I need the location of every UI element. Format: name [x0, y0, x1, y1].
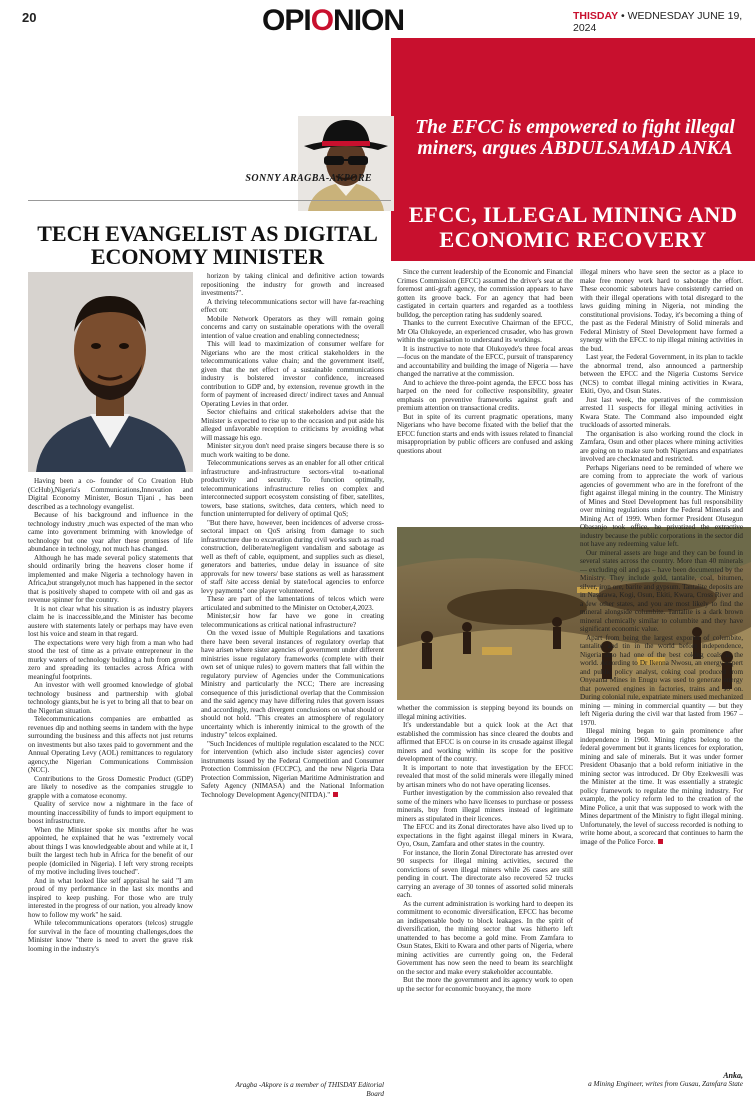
paragraph: It's understandable but a quick look at the Act that established the commission has since cleared the doubts and affirmed that EFCC is on course in its crusade against illegal miners and working within its scope for the positive development of the country. — [397, 721, 573, 763]
section-title-part2: N — [333, 4, 354, 37]
right-author-note — [580, 1071, 743, 1089]
paragraph — [580, 727, 743, 846]
paragraph: Having been a co- founder of Co Creation Hub (CcHub),Nigeria's Communications,Innovation and Digital Economy Minister, Bosun Tijani , has been described as a technology evangelist. — [28, 477, 193, 511]
paragraph: Last year, the Federal Government, in its plan to tackle the abnormal trend, also announced a partnership between the EFCC and the Nigeria Customs Service (NCS) to combat illegal mining activities in Kwara, Ekiti, Oyo, and Osun States. — [580, 353, 743, 395]
paragraph: Our mineral assets are huge and they can be found in several states across the country. More than 40 minerals — excluding oil and gas – have been documented by the Ministry. They include gold, tantalite, coal, bitumen, silver, iron ore, barite and gypsum. Tantalite deposits are in Nasarawa, Kogi, Osun, Ekiti, Kwara, Cross River and a few other states, and you are most likely to find the mineral alongside columbite. Tantalite is a dark brown mineral chemically similar to columbite and they have significant economic value. — [580, 548, 743, 633]
paragraph — [201, 740, 384, 800]
signature-note: a Mining Engineer, writes from Gusau, Zamfara State — [588, 1080, 743, 1088]
paragraph: Although he has made several policy statements that should ordinarily bring the heavens closer home if implemented and make Nigeria a technology haven in Africa,but strangely,not much has happened in the sector that is positively shaped to compete with oil and gas as revenue spinner for the country. — [28, 553, 193, 604]
author-photo-tijani — [28, 272, 193, 472]
paragraph: But in spite of its current pragmatic operations, many Nigerians who have become fixated with the belief that the EFCC function starts and ends with issues related to financial misappropriation by public officers are confused and asking questions about — [397, 412, 573, 455]
paragraph: Mobile Network Operators as they will remain going concerns and carry on sustainable operations with the overall intention of value creation and enabling connectedness; — [201, 314, 384, 340]
left-author-note: Aragba -Akpore is a member of THISDAY Editorial Board — [235, 1081, 384, 1098]
paragraph: An investor with well groomed knowledge of global technology business and partnership with global technology giants,but he is yet to bring all that to bear on the Nigerian situation. — [28, 681, 193, 715]
paragraph: "But there have, however, been incidences of adverse cross-sectoral impact on QoS arising from damage to such infrastructure due to excavation during civil works such as road construction, deliberate/negligent vandalism and sabotage as well as theft of cable, equipment, and supplies such as diesel, generators and batteries, undue delay in issuance of site approvals for new towers/ base stations as well as harassment of staff /site access denial by state/local agencies to enforce levy payments" one player volunteered. — [201, 518, 384, 595]
paragraph: The expectations were very high from a man who had stood the test of time as a private entrepreneur in the murky waters of technology building a hub from ground zero and spreading its tentacles across Africa with meaningful footprints. — [28, 638, 193, 681]
paragraph: Thanks to the current Executive Chairman of the EFCC, Mr Ola Olukoyede, an experienced crusader, who has grown within the organisation to understand its workings. — [397, 319, 573, 344]
paragraph: Telecommunications companies are embattled as revenues dip and nothing seems in tandem with the hype surrounding the business and this affects not just returns on investments but also taxes paid to government and the Annual Operating Levy (AOL) remittances to regulatory agency,the Nigerian Communications Commission (NCC). — [28, 715, 193, 774]
masthead — [573, 10, 755, 34]
paragraph-text: Illegal mining began to gain prominence after independence in 1960. Mining rights belong to the federal government but it grants licences for exploration, mining and sale of minerals. But it was under former President Obasanjo that a bold reform initiative in the mining sector was introduced. Dr Oby Ezekwesili was the Minister at the time. It was essentially a strategic policy framework to regulate the mining industry. For example, the policy reform led to the creation of the Mine Police, a unit that was supposed to work with the Mines department of the Ministry to fight illegal mining. Unfortunately, the level of success recorded is nothing to write home about, a scorecard that continues to harm the image of the Police Force. — [580, 727, 743, 846]
brand-name: THISDAY — [573, 10, 619, 22]
section-title-o: O — [310, 4, 334, 37]
paragraph: Telecommunications serves as an enabler for all other critical infrastructure and-infrastructure sectors-vital to-national productivity and security. To function optimally, telecommunications infrastructure relies on complex and interconnected support ecosystem consisting of fiber, satellites, towers, base stations, switches, data centers, which need to function uninterrupted for delivery of optimal QoS; — [201, 459, 384, 518]
paragraph: illegal miners who have seen the sector as a place to make free money work hard to sabotage the effort. These economic saboteurs have consistently carried on with their illegal operations with total disregard to the laws guiding mining in Nigeria, not minding the constitutional provisions. Today, it's becoming a thing of the past as the Federal Ministry of Solid minerals and Federal Ministry of Steel Development have formed a synergy with the EFCC to nip illegal mining activities in the bud. — [580, 268, 743, 353]
author-photo-anka — [298, 116, 394, 211]
paragraph-text: "Such Incidences of multiple regulation escalated to the NCC for intervention (which also include sister agencies) cover instruments issued by the Federal Competition and Consumer Protection Commission (FCCPC), and the new Nigeria Data Protection Commission, Nigerian Maritime Administration and Safety Agency (NIMASA) and the National Information Technology Development Agency(NITDA)." — [201, 739, 384, 799]
paragraph: While telecommunications operators (telcos) struggle for survival in the face of mounting challenges,does the Minister know "there is need to avert the grave risk looming in the industry's — [28, 919, 193, 953]
paragraph: And in what looked like self appraisal he said "I am proud of my performance in the last six months and inspired to keep pushing. For those who are truly interested in the progress of our nation, you already know how to follow my work" he said. — [28, 876, 193, 919]
paragraph: Because of his background and influence in the technology industry ,much was expected of the man who came into government brimming with knowledge of technology but one year after these promises of life abundance in technology, not much has changed. — [28, 511, 193, 553]
paragraph: As the current administration is working hard to deepen its commitment to economic diversification, EFCC has become an indispensable body to block leakages. In the spirit of diversification, the mining sector that was hitherto left unattended to has become a gold mine. From Zamfara to Osun States, Ekiti to Kwara and other parts of Nigeria, where mining activities are currently going on, the Federal Government has now seen the need to beam its searchlight on the sector and make every stakeholder accountable. — [397, 899, 573, 976]
paragraph: Apart from being the largest exporter of columbite, tantalite and tin in the world before independence, Nigeria also had one of the best coking coals in the world. According to Dr Ikenna Nwosu, an energy expert and public policy analyst, coking coal produced from Onyeama Mines in Enugu was used to generate energy that powered engines in factories, trains and so on. During colonial rule, expatriate miners used mechanized mining — mining in commercial quantity — but they left Nigeria during the civil war that lasted from 1967 – 1970. — [580, 633, 743, 727]
right-standfirst: The EFCC is empowered to fight illegal miners, argues ABDULSAMAD ANKA — [415, 117, 735, 159]
right-article-column-1-top — [397, 268, 573, 523]
paragraph: For instance, the Ilorin Zonal Directorate has arrested over 90 suspects for illegal mining activities, secured the convictions of seven illegal miners while 26 cases are still pending in court. The directorate also recovered 52 trucks carrying an average of 30 tonnes of assorted solid minerals each. — [397, 848, 573, 899]
paragraph: Minister,sir how far have we gone in creating telecommunications as critical national infrastructure? — [201, 612, 384, 629]
paragraph: But the more the government and its agency work to open up the sector for economic buoyancy, the more — [397, 976, 573, 993]
left-author: SONNY ARAGBA-AKPORE — [245, 173, 372, 184]
paragraph: whether the commission is stepping beyond its bounds on illegal mining activities. — [397, 704, 573, 721]
paragraph: It is not clear what his situation is as industry players claim he is inaccessible,and the Minister has become austere with statements lately or perhaps may have even lost his voice and steam in that regard. — [28, 604, 193, 638]
paragraph: Contributions to the Gross Domestic Product (GDP) are likely to nosedive as the companies struggle to grapple with a comatose economy. — [28, 774, 193, 800]
paragraph: And to achieve the three-point agenda, the EFCC boss has harped on the need for collective responsibility, greater emphasis on preventive frameworks against graft and premium attention on transactional credits. — [397, 378, 573, 412]
end-mark-icon — [658, 839, 663, 844]
paragraph: A thriving telecommunications sector will have far-reaching effect on: — [201, 297, 384, 314]
section-title — [262, 4, 404, 38]
right-article-column-2 — [580, 268, 743, 1068]
paragraph: The EFCC and its Zonal directorates have also lived up to expectations in the fight against illegal miners in Kwara, Oyo, Osun, Zamfara and other states in the country. — [397, 823, 573, 848]
left-article-column-1 — [28, 477, 193, 1087]
paragraph: Further investigation by the commission also revealed that some of the miners who have licenses to purchase or possess minerals, buy from illegal miners instead of legitimate miners as stipulated in their licences. — [397, 789, 573, 823]
paragraph: The organisation is also working round the clock in Zamfara, Osun and other places where mining activities are going on to make sure both Nigerians and expatriates involved are checkmated and restricted. — [580, 429, 743, 463]
paragraph: On the vexed issue of Multiple Regulations and taxations there have been several instances of regulatory overlap that have arisen where sister agencies of government under different ministries issue regulatory frameworks (complete with their own set of unique rules) to govern matters that fall within the regulatory purview of Agencies under the Communications Ministry and particularly the NCC; There are increasing consequence of this jurisdictional overlap that the Commission and the said agency may have differing rules that govern issues and accordingly, reach divergent conclusions on what should or should not hold. "This creates an atmosphere of regulatory uncertainty which is inherently inimical to the growth of the industry" telcos explained. — [201, 629, 384, 739]
right-article-column-1-bottom — [397, 704, 573, 1062]
paragraph: It is important to note that investigation by the EFCC revealed that most of the solid minerals were illegally mined by artisan miners who do not have operating licenses. — [397, 763, 573, 789]
signature: Anka, — [723, 1071, 743, 1080]
paragraph: Quality of service now a nightmare in the face of mounting inaccessibility of funds to import equipment to boost infrastructure. — [28, 800, 193, 825]
right-headline: EFCC, ILLEGAL MINING AND ECONOMIC RECOVERY — [408, 202, 738, 252]
page-number: 20 — [22, 10, 37, 25]
paragraph: When the Minister spoke six months after he was appointed, he explained that he was "extremely vocal about things I was knowledgeable about and while at it, I built the largest tech hub in Africa for the benefit of our people (domiciled in Nigeria). I left very strong receipts of my motive including lives touched". — [28, 825, 193, 876]
paragraph: Since the current leadership of the Economic and Financial Crimes Commission (EFCC) assumed the driver's seat at the foremost anti-graft agency, the commission appears to have gotten its groove back. For an agency that had been castigated in certain quarters and regarded as a toothless bulldog, the perception rating has suddenly soared. — [397, 268, 573, 319]
paragraph: horizon by taking clinical and definitive action towards repositioning the industry for growth and increased investments?". — [201, 272, 384, 297]
paragraph: Just last week, the operatives of the commission arrested 11 suspects for illegal mining activities in Kwara State. The Command also impounded eight truckloads of assorted minerals. — [580, 395, 743, 429]
paragraph: These are part of the lamentations of telcos which were articulated and submitted to the Minister on October,4,2023. — [201, 595, 384, 612]
divider — [28, 200, 391, 201]
left-article-column-2 — [201, 272, 384, 1078]
paragraph: Perhaps Nigerians need to be reminded of where we are coming from to appreciate the work of various agencies of government who are in the forefront of the fight against illegal mining in the country. The Ministry of Mines and Steel Development has full responsibility over mining regulations under the Federal Minerals and Mining Act of 1999. When former President Olusegun Obasanjo took office, he privatized the extractive industry because the public corporations in the sector did not have any redeeming value left. — [580, 463, 743, 548]
section-title-part1: OPI — [262, 4, 311, 37]
paragraph: Minister sir,you don't need praise singers because there is so much work waiting to be done. — [201, 442, 384, 459]
paragraph: Sector chieftains and critical stakeholders advise that the Minister is expected to rise up to the occasion and put aside his alleged unfavorable reception to criticisms by avoiding what will massage his ego. — [201, 408, 384, 442]
paragraph: It is instructive to note that Olukoyede's three focal areas —focus on the mandate of the EFCC, pursuit of transparency and accountability and building the image of Nigeria — have changed the narrative at the commission. — [397, 344, 573, 378]
left-headline: TECH EVANGELIST AS DIGITAL ECONOMY MINISTER — [37, 221, 378, 269]
paragraph: This will lead to maximization of consumer welfare for Nigerians who are the most critical stakeholders in the telecommunications value chain; and the government itself, given that the net effect of a sustainable communications industry is bolstered investor confidence, increased contribution to GDP and, by extension, revenue growth in the form of payment of increased direct/ indirect taxes and Annual Operating Levies in that order. — [201, 340, 384, 408]
issue-date: • WEDNESDAY JUNE 19, 2024 — [573, 10, 743, 34]
end-mark-icon — [333, 792, 338, 797]
section-title-part3: ION — [353, 4, 405, 37]
